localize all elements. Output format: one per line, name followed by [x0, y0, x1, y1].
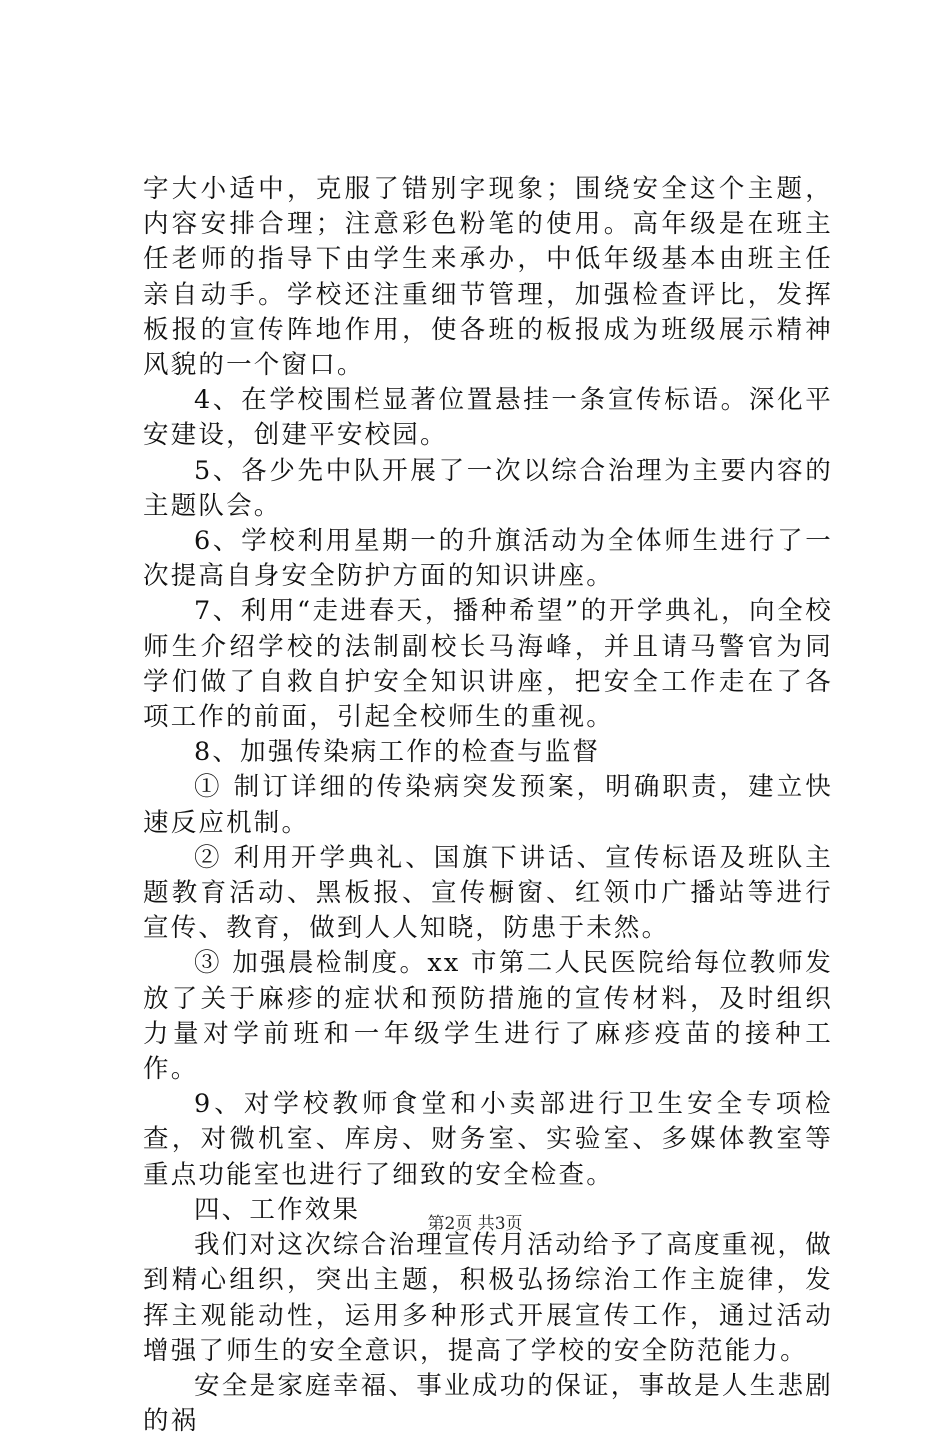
paragraph-continued: 字大小适中，克服了错别字现象；围绕安全这个主题，内容安排合理；注意彩色粉笔的使用。高年级是在班主任老师的指导下由学生来承办，中低年级基本由班主任亲自动手。学校还注重细节管理，加强检查评比，发挥板报的宣传阵地作用，使各班的板报成为班级展示精神风貌的一个窗口。: [143, 174, 833, 381]
paragraph-item-9: 9、对学校教师食堂和小卖部进行卫生安全专项检查，对微机室、库房、财务室、实验室、多媒体教室等重点功能室也进行了细致的安全检查。: [143, 1089, 833, 1190]
paragraph-subitem-2: ② 利用开学典礼、国旗下讲话、宣传标语及班队主题教育活动、黑板报、宣传橱窗、红领巾广播站等进行宣传、教育，做到人人知晓，防患于未然。: [143, 842, 833, 944]
paragraph-item-4: 4、在学校围栏显著位置悬挂一条宣传标语。深化平安建设，创建平安校园。: [143, 385, 833, 451]
document-body: [143, 172, 833, 1439]
paragraph-item-6: 6、学校利用星期一的升旗活动为全体师生进行了一次提高自身安全防护方面的知识讲座。: [143, 526, 833, 592]
paragraph-item-5: 5、各少先中队开展了一次以综合治理为主要内容的主题队会。: [143, 455, 833, 521]
paragraph-safety-closing: 安全是家庭幸福、事业成功的保证，事故是人生悲剧的祸: [143, 1370, 833, 1437]
section-heading-work-results: 四、工作效果: [194, 1194, 361, 1225]
paragraph-item-7: 7、利用“走进春天，播种希望”的开学典礼，向全校师生介绍学校的法制副校长马海峰，并且请马警官为同学们做了自救自护安全知识讲座，把安全工作走在了各项工作的前面，引起全校师生的重视。: [143, 596, 833, 733]
paragraph-subitem-1: ① 制订详细的传染病突发预案，明确职责，建立快速反应机制。: [143, 772, 833, 838]
paragraph-item-8: 8、加强传染病工作的检查与监督: [194, 737, 601, 768]
paragraph-subitem-3: ③ 加强晨检制度。xx 市第二人民医院给每位教师发放了关于麻疹的症状和预防措施的宣传材料，及时组织力量对学前班和一年级学生进行了麻疹疫苗的接种工作。: [143, 948, 833, 1085]
paragraph-work-results: 我们对这次综合治理宣传月活动给予了高度重视，做到精心组织，突出主题，积极弘扬综治工作主旋律，发挥主观能动性，运用多种形式开展宣传工作，通过活动增强了师生的安全意识，提高了学校的安全防范能力。: [143, 1230, 833, 1366]
page-footer: 第2页 共3页: [427, 1214, 523, 1234]
